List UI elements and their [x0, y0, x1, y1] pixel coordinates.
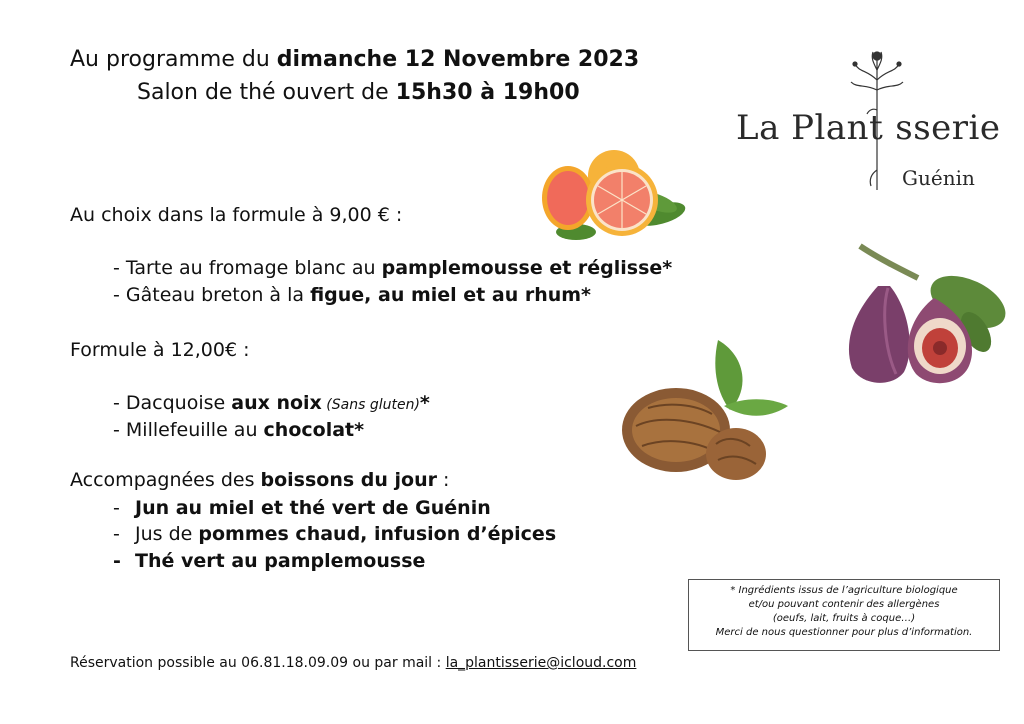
fig-icon [838, 238, 1008, 390]
formula-2-title: Formule à 12,00€ : [70, 339, 250, 361]
grapefruit-icon [532, 148, 692, 244]
formula-2-item-2: - Millefeuille au chocolat* [113, 419, 365, 441]
walnut-icon [620, 336, 792, 488]
drinks-item-3: - Thé vert au pamplemousse [113, 550, 426, 572]
formula-1-item-2: - Gâteau breton à la figue, au miel et au rhum* [113, 284, 591, 306]
formula-1-item-1: - Tarte au fromage blanc au pamplemousse et réglisse* [113, 257, 673, 279]
drinks-title: Accompagnées des boissons du jour : [70, 469, 450, 491]
logo [732, 50, 1002, 200]
header-line-2: Salon de thé ouvert de 15h30 à 19h00 [137, 80, 580, 105]
drinks-item-2: - Jus de pommes chaud, infusion d’épices [113, 523, 557, 545]
ingredients-note: * Ingrédients issus de l’agriculture biologique et/ou pouvant contenir des allergènes (oeufs, lait, fruits à coque…) Merci de nous questionner pour plus d’information. [688, 579, 1000, 651]
email-link[interactable]: la_plantisserie@icloud.com [445, 655, 637, 671]
header-line-1: Au programme du dimanche 12 Novembre 2023 [70, 47, 640, 72]
logo-subtitle: Guénin [902, 166, 975, 190]
drinks-item-1: - Jun au miel et thé vert de Guénin [113, 497, 491, 519]
reservation-line: Réservation possible au 06.81.18.09.09 ou par mail : la_plantisserie@icloud.com [70, 655, 637, 671]
formula-2-item-1: - Dacquoise aux noix (Sans gluten)* [113, 392, 430, 414]
formula-1-title: Au choix dans la formule à 9,00 € : [70, 204, 403, 226]
logo-title: La Plant sserie [736, 108, 1001, 148]
